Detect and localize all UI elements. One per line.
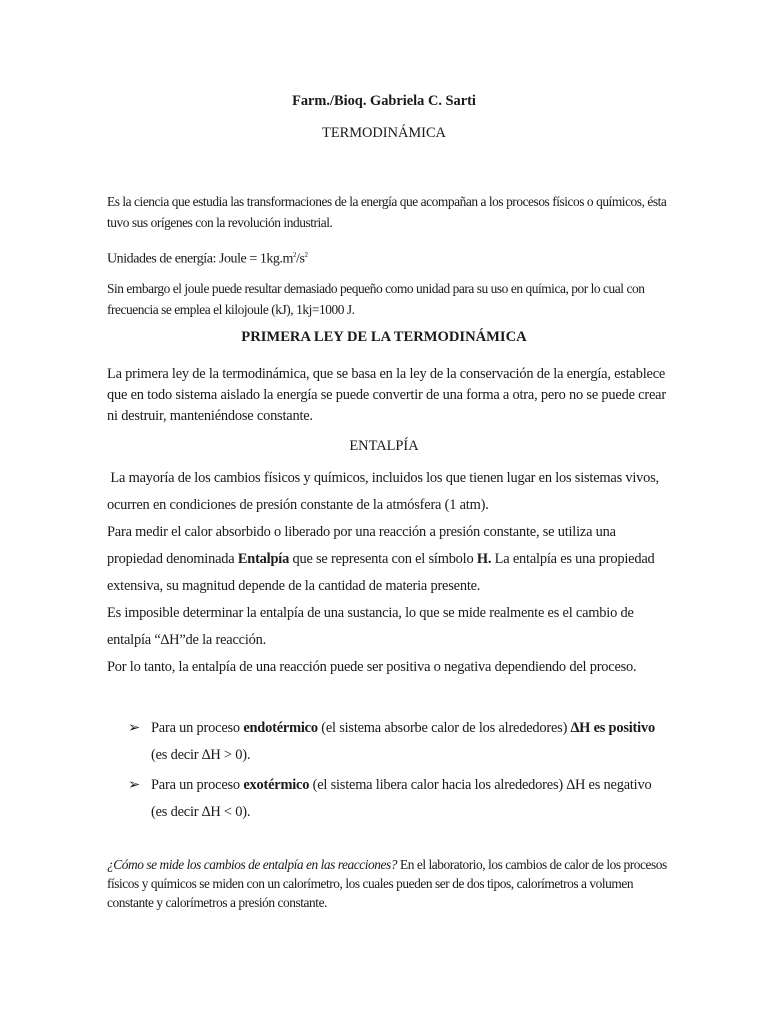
endothermic-bullet (128, 715, 668, 769)
calorimeter-question: ¿Cómo se mide los cambios de entalpía en las reacciones? (107, 857, 398, 872)
enthalpy-heading: ENTALPÍA (349, 438, 419, 454)
enthalpy-paragraph-1: La mayoría de los cambios físicos y químicos, incluidos los que tienen lugar en los sistemas vivos, ocurren en condiciones de presión constante de la atmósfera (1 atm). (107, 470, 663, 513)
exothermic-text-a: Para un proceso (151, 777, 244, 793)
calorimeter-paragraph (107, 855, 667, 912)
enthalpy-p2-text-c: que se representa con el símbolo (289, 551, 477, 567)
endothermic-text-e: (es decir ∆H > 0). (151, 747, 251, 763)
exothermic-bullet (128, 772, 668, 826)
endothermic-text-c: (el sistema absorbe calor de los alrededores) (317, 720, 571, 736)
enthalpy-term: Entalpía (237, 551, 290, 567)
energy-units-text: Unidades de energía: Joule = 1kg.m (107, 251, 293, 267)
units-superscript-1: 2 (292, 251, 297, 259)
endothermic-text (151, 715, 668, 769)
author-line: Farm./Bioq. Gabriela C. Sarti (292, 93, 476, 109)
first-law-paragraph: La primera ley de la termodinámica, que se basa en la ley de la conservación de la energía, establece que en todo sistema aislado la energía se puede convertir de una forma a otra, pero no se puede crear ni destruir, manteniéndose constante. (107, 366, 666, 424)
arrow-bullet-icon: ➢ (128, 777, 140, 793)
arrow-bullet-icon: ➢ (128, 720, 140, 736)
enthalpy-paragraph-4: Por lo tanto, la entalpía de una reacción puede ser positiva o negativa dependiendo del proceso. (107, 659, 637, 675)
units-superscript-2: 2 (304, 251, 308, 259)
exothermic-text-c: (el sistema libera calor hacia los alrededores) ∆H es negativo (es decir ∆H < 0). (151, 777, 652, 820)
document-title: TERMODINÁMICA (322, 125, 446, 141)
intro-paragraph: Es la ciencia que estudia las transformaciones de la energía que acompañan a los procesos físicos o químicos, ésta tuvo sus orígenes con la revolución industrial. (107, 194, 667, 230)
energy-units-line (107, 245, 667, 270)
endothermic-term: endotérmico (243, 720, 318, 736)
positive-delta-h: ∆H es positivo (570, 720, 655, 736)
first-law-heading: PRIMERA LEY DE LA TERMODINÁMICA (241, 329, 527, 345)
enthalpy-paragraph-2 (107, 519, 667, 600)
enthalpy-paragraph-3: Es imposible determinar la entalpía de una sustancia, lo que se mide realmente es el cambio de entalpía “∆H”de la reacción. (107, 605, 634, 648)
energy-units-denominator: /s (296, 251, 305, 267)
calorimeter-answer: En el laboratorio, los cambios de calor de los procesos físicos y químicos se miden con un calorímetro, los cuales pueden ser de dos tipos, calorímetros a volumen constante y calorímetros a presión constante. (107, 857, 667, 910)
kilojoule-paragraph: Sin embargo el joule puede resultar demasiado pequeño como unidad para su uso en química, por lo cual con frecuencia se emplea el kilojoule (kJ), 1kj=1000 J. (107, 281, 645, 317)
exothermic-term: exotérmico (243, 777, 310, 793)
enthalpy-symbol: H. (476, 551, 492, 567)
enthalpy-p2-text-e: La entalpía es una propiedad extensiva, su magnitud depende de la cantidad de materia presente. (107, 551, 655, 594)
exothermic-text (151, 772, 668, 826)
enthalpy-p2-text-a: Para medir el calor absorbido o liberado por una reacción a presión constante, se utiliza una propiedad denominada (107, 524, 616, 567)
endothermic-text-a: Para un proceso (151, 720, 244, 736)
